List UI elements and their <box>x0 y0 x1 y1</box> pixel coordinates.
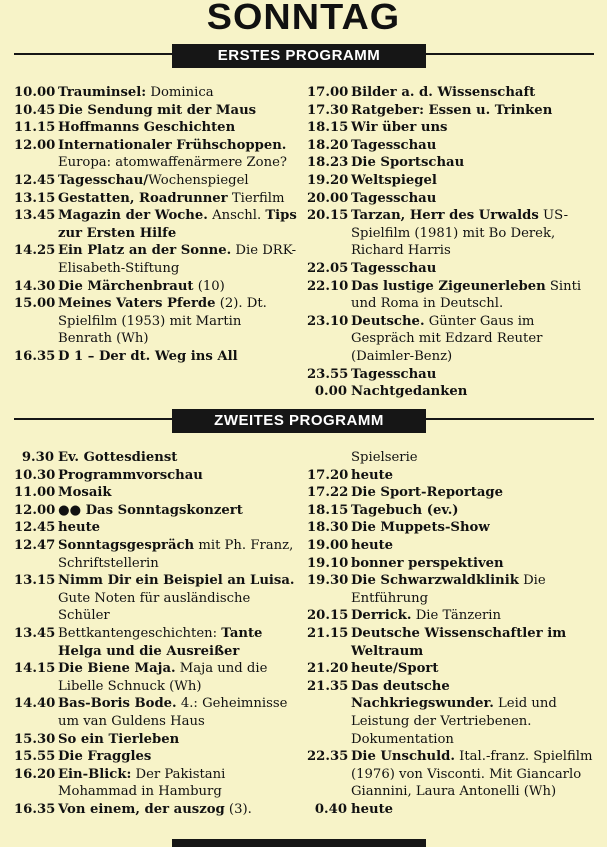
program-description <box>58 731 297 749</box>
program-entry <box>307 207 595 260</box>
program-description <box>58 502 297 520</box>
erstes-left-column <box>14 84 297 366</box>
program-description <box>351 748 595 801</box>
program-time: 15.55 <box>14 749 56 765</box>
program-time: 12.45 <box>14 172 56 188</box>
program-title: Tagesschau <box>351 366 437 382</box>
program-description <box>351 467 595 485</box>
program-description <box>58 102 297 120</box>
program-time: 18.30 <box>307 520 349 536</box>
program-entry <box>307 502 595 520</box>
program-time: 18.15 <box>307 120 349 136</box>
program-title: Hoffmanns Geschichten <box>58 120 236 136</box>
program-description <box>58 572 297 625</box>
program-time: 10.30 <box>14 467 56 483</box>
program-description <box>58 449 297 467</box>
program-title: Tagebuch (ev.) <box>351 502 459 518</box>
program-entry <box>14 748 297 766</box>
program-description <box>58 801 297 819</box>
program-time: 9.30 <box>21 450 54 465</box>
program-time: 15.30 <box>14 731 56 747</box>
program-time: 19.10 <box>307 555 349 571</box>
program-time: 17.30 <box>307 102 349 118</box>
program-time: 20.00 <box>307 190 349 206</box>
program-entry <box>307 678 595 748</box>
program-entry <box>307 572 595 607</box>
program-title: Nachtgedanken <box>351 384 468 400</box>
program-title: Tips zur Ersten Hilfe <box>58 208 297 241</box>
program-entry <box>14 572 297 625</box>
program-entry <box>307 660 595 678</box>
program-time: 16.35 <box>14 801 56 817</box>
program-time: 13.15 <box>14 190 56 206</box>
program-description <box>351 154 595 172</box>
program-time: 12.00 <box>14 502 56 518</box>
program-entry <box>307 260 595 278</box>
program-entry <box>14 137 297 172</box>
program-details: Günter Gaus im Gespräch mit Edzard Reuter (Daimler-Benz) <box>351 313 543 364</box>
program-description <box>351 102 595 120</box>
program-title: So ein Tierleben <box>58 731 180 747</box>
program-title: Tagesschau <box>351 137 437 153</box>
program-time: 18.15 <box>307 502 349 518</box>
program-title: Tarzan, Herr des Urwalds <box>351 208 539 224</box>
program-time: 10.45 <box>14 102 56 118</box>
zweites-right-column <box>307 449 595 818</box>
program-time: 12.00 <box>14 137 56 153</box>
program-details: Die Entführung <box>351 573 546 606</box>
program-time: 13.15 <box>14 573 56 589</box>
program-title: heute <box>351 801 394 817</box>
program-entry <box>14 537 297 572</box>
program-time: 14.15 <box>14 661 56 677</box>
program-title: Trauminsel: <box>58 85 147 100</box>
program-details: (3). <box>224 801 252 817</box>
program-details: (10) <box>193 278 225 294</box>
program-title: heute <box>351 467 394 483</box>
program-details: Gute Noten für ausländische Schüler <box>58 590 251 624</box>
program-entry <box>307 519 595 537</box>
program-title: Derrick. <box>351 608 412 624</box>
program-title: Die Sendung mit der Maus <box>58 102 257 118</box>
program-title: D 1 – Der dt. Weg ins All <box>58 348 238 364</box>
program-entry <box>14 278 297 296</box>
program-entry <box>14 207 297 242</box>
program-entry <box>14 502 297 520</box>
program-description <box>351 278 595 313</box>
program-description <box>58 242 297 277</box>
program-title: Die Biene Maja. <box>58 661 176 677</box>
program-time: 12.47 <box>14 537 56 553</box>
divider <box>172 839 426 847</box>
program-title: Tagesschau/ <box>58 172 149 188</box>
program-description <box>351 801 595 819</box>
program-entry <box>14 660 297 695</box>
program-time: 11.15 <box>14 120 56 136</box>
program-description <box>351 207 595 260</box>
program-description <box>351 484 595 502</box>
program-description <box>58 660 297 695</box>
program-description <box>58 625 297 660</box>
program-entry <box>14 102 297 120</box>
program-title: Ratgeber: Essen u. Trinken <box>351 102 553 118</box>
program-title: Tagesschau <box>351 190 437 206</box>
program-title: Bilder a. d. Wissenschaft <box>351 85 536 100</box>
program-time: 17.00 <box>307 85 349 100</box>
program-details: Sinti und Roma in Deutschl. <box>351 278 582 312</box>
program-title: Sonntagsgespräch <box>58 537 195 553</box>
program-entry <box>14 295 297 348</box>
program-title: Die Sportschau <box>351 155 465 171</box>
program-description <box>351 519 595 537</box>
program-entry <box>14 348 297 366</box>
program-entry <box>14 449 297 467</box>
program-title: Die Märchenbraut <box>58 278 194 294</box>
program-details: 4.: Geheimnisse um van Guldens Haus <box>58 696 288 729</box>
program-description <box>58 519 297 537</box>
program-title: heute <box>351 537 394 553</box>
program-description <box>351 84 595 102</box>
program-description <box>58 467 297 485</box>
program-title: Ein Platz an der Sonne. <box>58 243 232 259</box>
program-description <box>58 119 297 137</box>
program-entry <box>14 519 297 537</box>
program-entry <box>307 383 595 401</box>
program-description <box>58 537 297 572</box>
program-time: 18.20 <box>307 137 349 153</box>
program-details: Anschl. <box>207 208 266 224</box>
program-description <box>58 190 297 208</box>
program-time: 20.15 <box>307 208 349 224</box>
program-time: 22.10 <box>307 278 349 294</box>
program-description <box>58 137 297 172</box>
program-time: 16.35 <box>14 348 56 364</box>
program-title: Von einem, der auszog <box>58 801 225 817</box>
program-description <box>351 190 595 208</box>
program-entry <box>307 467 595 485</box>
program-entry <box>14 190 297 208</box>
program-time: 19.30 <box>307 573 349 589</box>
program-title: heute/Sport <box>351 661 439 677</box>
program-title: Die Unschuld. <box>351 749 455 765</box>
program-title: Das deutsche Nachkriegswunder. <box>351 678 494 712</box>
program-entry <box>14 242 297 277</box>
program-details: mit Ph. Franz, Schriftstellerin <box>58 537 294 571</box>
program-title: Meines Vaters Pferde <box>58 296 216 312</box>
program-entry <box>14 766 297 801</box>
program-description <box>351 366 595 384</box>
program-details: Bettkantengeschichten: <box>58 625 222 641</box>
program-time: 14.40 <box>14 696 56 712</box>
program-description <box>58 484 297 502</box>
program-title: Weltspiegel <box>351 172 437 188</box>
program-description <box>351 449 595 467</box>
erstes-programm-banner: ERSTES PROGRAMM <box>172 44 426 68</box>
program-details: Leid und Leistung der Vertriebenen. Dokumentation <box>351 696 557 747</box>
program-description <box>58 278 297 296</box>
program-entry <box>14 484 297 502</box>
program-entry <box>307 278 595 313</box>
program-time: 15.00 <box>14 296 56 312</box>
program-description <box>58 348 297 366</box>
program-entry <box>14 731 297 749</box>
program-entry <box>307 154 595 172</box>
program-entry <box>14 119 297 137</box>
page-title: SONNTAG <box>206 0 401 37</box>
program-description <box>58 207 297 242</box>
program-description <box>58 695 297 730</box>
program-details: Die Tänzerin <box>411 608 502 624</box>
program-title: ●● Das Sonntagskonzert <box>58 502 243 518</box>
program-description <box>58 295 297 348</box>
program-title: Mosaik <box>58 485 112 501</box>
program-description <box>58 748 297 766</box>
program-time: 21.35 <box>307 678 349 694</box>
program-time: 22.35 <box>307 749 349 765</box>
program-title: Magazin der Woche. <box>58 208 208 224</box>
erstes-right-column <box>307 84 595 401</box>
program-entry <box>307 190 595 208</box>
program-description <box>351 313 595 366</box>
program-title: Internationaler Frühschoppen. <box>58 137 287 153</box>
program-entry <box>14 625 297 660</box>
program-description <box>351 555 595 573</box>
zweites-left-column <box>14 449 297 818</box>
program-entry <box>307 537 595 555</box>
program-time: 23.55 <box>307 366 349 382</box>
program-entry <box>307 449 595 467</box>
program-description <box>351 537 595 555</box>
program-title: Tagesschau <box>351 260 437 276</box>
program-time: 0.00 <box>314 384 347 400</box>
program-title: Programmvorschau <box>58 467 203 483</box>
program-entry <box>307 119 595 137</box>
program-entry <box>307 84 595 102</box>
program-time: 16.20 <box>14 766 56 782</box>
program-description <box>351 502 595 520</box>
program-time <box>307 449 351 467</box>
program-description <box>351 119 595 137</box>
zweites-programm-banner: ZWEITES PROGRAMM <box>172 409 426 433</box>
program-entry <box>14 695 297 730</box>
program-details: (2). Dt. Spielfilm (1953) mit Martin Benrath (Wh) <box>58 296 267 347</box>
program-description <box>58 172 297 190</box>
program-time: 18.23 <box>307 155 349 171</box>
program-time: 13.45 <box>14 625 56 641</box>
program-title: Bas-Boris Bode. <box>58 696 177 712</box>
program-time: 10.00 <box>14 85 56 100</box>
program-entry <box>307 607 595 625</box>
program-time: 11.00 <box>14 485 56 501</box>
program-title: Tante Helga und die Ausreißer <box>58 625 263 659</box>
program-title: Die Sport-Reportage <box>351 485 504 501</box>
program-title: Deutsche. <box>351 313 425 329</box>
program-details: Dominica <box>146 85 214 100</box>
program-entry <box>307 555 595 573</box>
program-entry <box>307 484 595 502</box>
program-time: 22.05 <box>307 260 349 276</box>
program-description <box>351 572 595 607</box>
program-details: Ital.-franz. Spielfilm (1976) von Visconti. Mit Giancarlo Giannini, Laura Antonelli (Wh) <box>351 749 593 800</box>
program-details: Wochenspiegel <box>148 172 249 188</box>
program-time: 12.45 <box>14 520 56 536</box>
program-time: 21.15 <box>307 625 349 641</box>
program-details: Europa: atomwaffenärmere Zone? <box>58 155 287 171</box>
program-time: 17.22 <box>307 485 349 501</box>
program-time: 14.30 <box>14 278 56 294</box>
program-title: Die Muppets-Show <box>351 520 490 536</box>
program-description <box>351 172 595 190</box>
program-title: Gestatten, Roadrunner <box>58 190 228 206</box>
program-title: Deutsche Wissenschaftler im Weltraum <box>351 625 567 659</box>
program-time: 0.40 <box>314 801 347 817</box>
program-details: Maja und die Libelle Schnuck (Wh) <box>58 661 268 694</box>
program-title: heute <box>58 520 101 536</box>
program-details: Tierfilm <box>227 190 285 206</box>
program-entry <box>307 137 595 155</box>
program-description <box>351 625 595 660</box>
program-time: 21.20 <box>307 661 349 677</box>
program-title: Wir über uns <box>351 120 448 136</box>
program-details: Die DRK-Elisabeth-Stiftung <box>58 243 297 276</box>
program-title: Die Schwarzwaldklinik <box>351 573 519 589</box>
program-details: US-Spielfilm (1981) mit Bo Derek, Richard Harris <box>351 208 569 259</box>
program-entry <box>307 801 595 819</box>
program-entry <box>14 84 297 102</box>
program-entry <box>307 625 595 660</box>
program-entry <box>14 467 297 485</box>
program-entry <box>307 748 595 801</box>
program-title: Die Fraggles <box>58 749 152 765</box>
program-time: 17.20 <box>307 467 349 483</box>
program-title: Nimm Dir ein Beispiel an Luisa. <box>58 573 295 589</box>
program-title: Ein-Blick: <box>58 766 132 782</box>
program-entry <box>307 313 595 366</box>
program-title: bonner perspektiven <box>351 555 504 571</box>
program-time: 19.00 <box>307 537 349 553</box>
program-description <box>351 607 595 625</box>
program-description <box>58 84 297 102</box>
program-entry <box>307 172 595 190</box>
program-time: 23.10 <box>307 313 349 329</box>
program-title: Das lustige Zigeunerleben <box>351 278 546 294</box>
program-title: Ev. Gottesdienst <box>58 450 178 465</box>
program-time: 13.45 <box>14 208 56 224</box>
program-entry <box>14 801 297 819</box>
program-description <box>351 383 595 401</box>
program-details: Der Pakistani Mohammad in Hamburg <box>58 766 226 800</box>
program-time: 14.25 <box>14 243 56 259</box>
program-description <box>351 137 595 155</box>
program-description <box>351 260 595 278</box>
program-entry <box>307 366 595 384</box>
program-entry <box>14 172 297 190</box>
program-details: Spielserie <box>351 450 418 465</box>
program-time: 20.15 <box>307 608 349 624</box>
program-description <box>351 660 595 678</box>
program-entry <box>307 102 595 120</box>
program-description <box>351 678 595 748</box>
program-description <box>58 766 297 801</box>
program-time: 19.20 <box>307 172 349 188</box>
